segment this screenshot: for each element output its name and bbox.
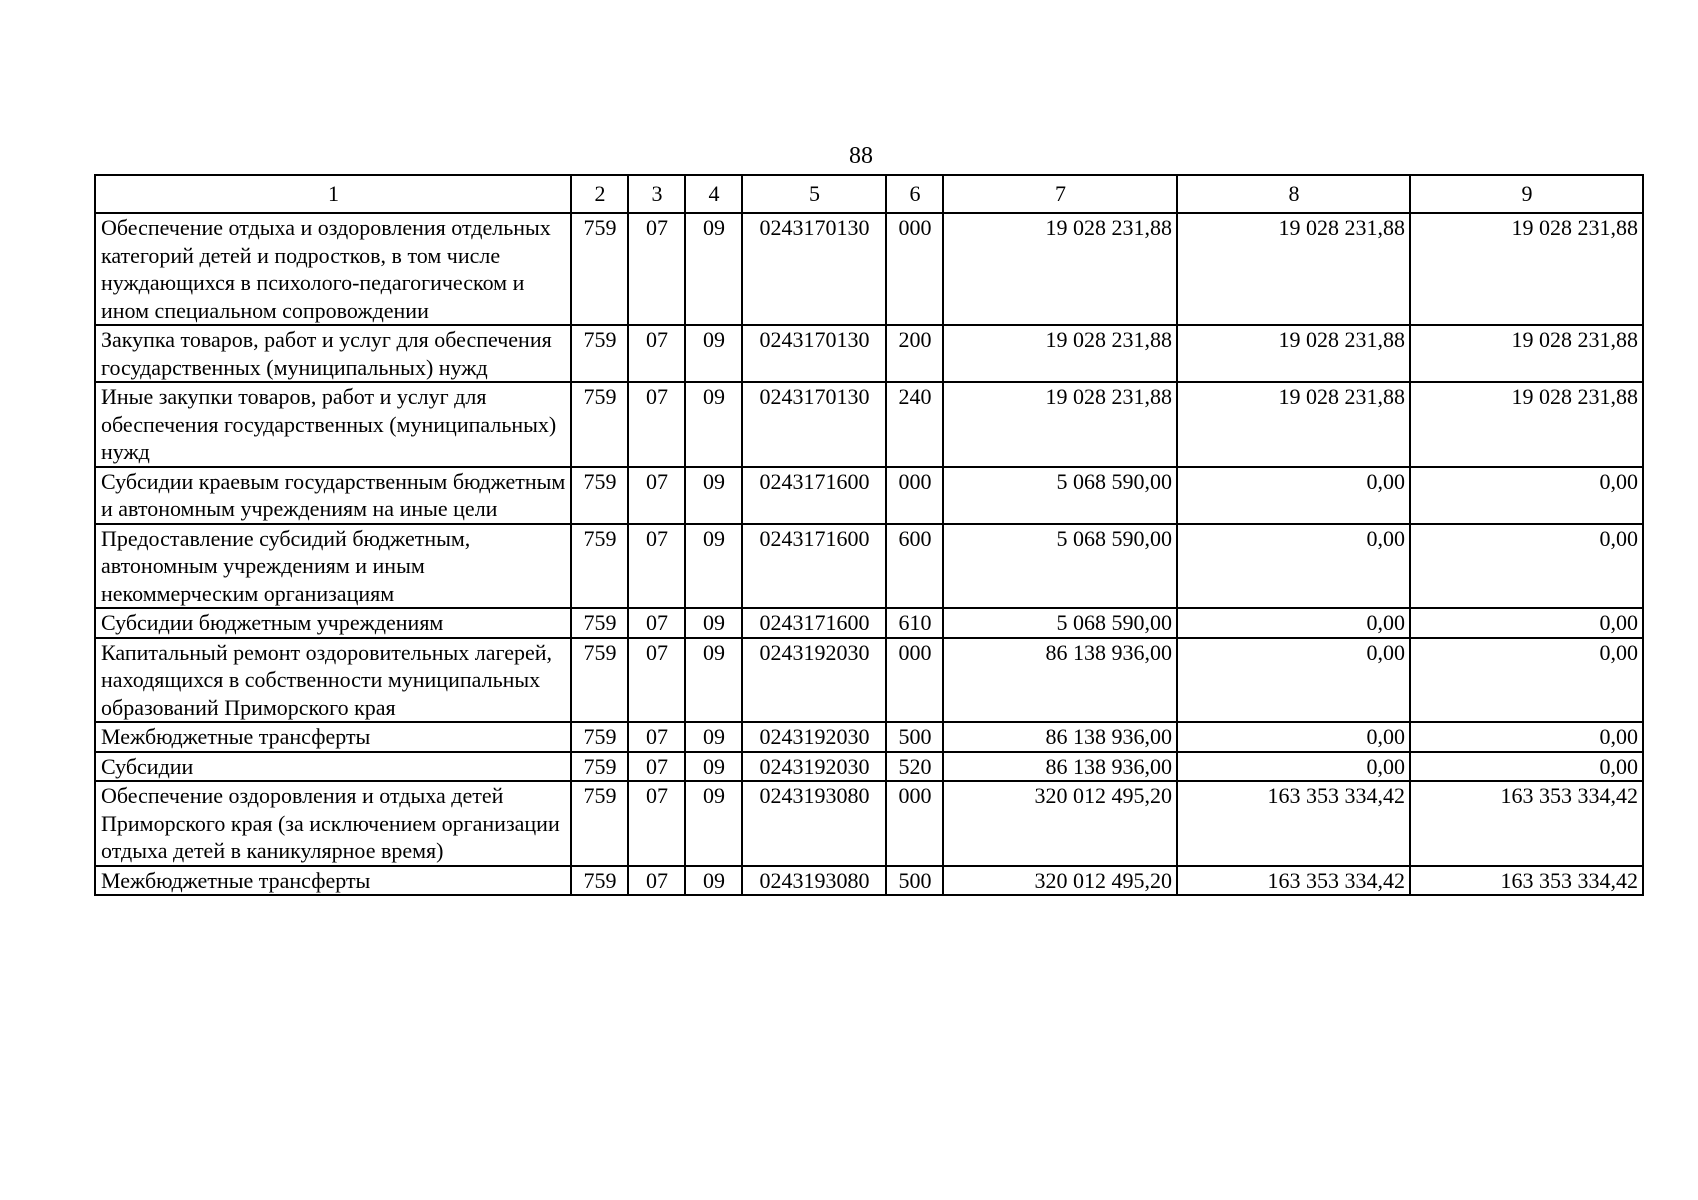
- row-subsection-cell: 09: [685, 638, 742, 723]
- row-section-cell: 07: [628, 752, 685, 782]
- row-amount-col8-cell: 0,00: [1177, 524, 1410, 609]
- row-name-cell: Субсидии бюджетным учреждениям: [95, 608, 571, 638]
- row-amount-col9-cell: 0,00: [1410, 608, 1643, 638]
- budget-table: [94, 174, 1644, 896]
- row-amount-col8-cell: 0,00: [1177, 638, 1410, 723]
- row-amount-col8-cell: 163 353 334,42: [1177, 866, 1410, 896]
- row-admin-code-cell: 759: [571, 608, 628, 638]
- row-admin-code-cell: 759: [571, 325, 628, 382]
- table-row: [95, 722, 1643, 752]
- row-amount-col7-cell: 86 138 936,00: [943, 752, 1177, 782]
- row-expense-type-cell: 500: [886, 722, 943, 752]
- column-header: 7: [943, 175, 1177, 213]
- row-amount-col9-cell: 19 028 231,88: [1410, 325, 1643, 382]
- row-name-cell: Межбюджетные трансферты: [95, 722, 571, 752]
- table-row: [95, 781, 1643, 866]
- row-admin-code-cell: 759: [571, 722, 628, 752]
- row-amount-col7-cell: 5 068 590,00: [943, 467, 1177, 524]
- row-name-cell: Иные закупки товаров, работ и услуг для обеспечения государственных (муниципальных) нужд: [95, 382, 571, 467]
- row-name-cell: Обеспечение отдыха и оздоровления отдельных категорий детей и подростков, в том числе нуждающихся в психолого-педагогическом и ином специальном сопровождении: [95, 213, 571, 325]
- row-section-cell: 07: [628, 866, 685, 896]
- row-amount-col7-cell: 86 138 936,00: [943, 722, 1177, 752]
- row-target-article-cell: 0243171600: [742, 467, 886, 524]
- row-expense-type-cell: 610: [886, 608, 943, 638]
- row-section-cell: 07: [628, 382, 685, 467]
- row-expense-type-cell: 000: [886, 781, 943, 866]
- row-section-cell: 07: [628, 638, 685, 723]
- row-section-cell: 07: [628, 325, 685, 382]
- table-row: [95, 467, 1643, 524]
- row-target-article-cell: 0243170130: [742, 213, 886, 325]
- row-amount-col9-cell: 163 353 334,42: [1410, 866, 1643, 896]
- row-amount-col7-cell: 19 028 231,88: [943, 213, 1177, 325]
- column-header: 5: [742, 175, 886, 213]
- row-amount-col8-cell: 0,00: [1177, 752, 1410, 782]
- row-name-cell: Субсидии краевым государственным бюджетным и автономным учреждениям на иные цели: [95, 467, 571, 524]
- row-expense-type-cell: 000: [886, 467, 943, 524]
- row-amount-col9-cell: 0,00: [1410, 638, 1643, 723]
- row-section-cell: 07: [628, 722, 685, 752]
- table-row: [95, 524, 1643, 609]
- row-section-cell: 07: [628, 524, 685, 609]
- header-row: [95, 175, 1643, 213]
- row-expense-type-cell: 000: [886, 638, 943, 723]
- row-subsection-cell: 09: [685, 866, 742, 896]
- row-expense-type-cell: 520: [886, 752, 943, 782]
- table-body: [95, 213, 1643, 895]
- row-admin-code-cell: 759: [571, 866, 628, 896]
- row-target-article-cell: 0243170130: [742, 382, 886, 467]
- table-row: [95, 382, 1643, 467]
- table-row: [95, 608, 1643, 638]
- row-section-cell: 07: [628, 781, 685, 866]
- row-name-cell: Межбюджетные трансферты: [95, 866, 571, 896]
- row-amount-col8-cell: 19 028 231,88: [1177, 382, 1410, 467]
- row-name-cell: Капитальный ремонт оздоровительных лагерей, находящихся в собственности муниципальных образований Приморского края: [95, 638, 571, 723]
- table-row: [95, 213, 1643, 325]
- row-expense-type-cell: 600: [886, 524, 943, 609]
- row-amount-col8-cell: 163 353 334,42: [1177, 781, 1410, 866]
- row-amount-col9-cell: 0,00: [1410, 467, 1643, 524]
- row-expense-type-cell: 000: [886, 213, 943, 325]
- row-target-article-cell: 0243192030: [742, 722, 886, 752]
- row-amount-col7-cell: 19 028 231,88: [943, 325, 1177, 382]
- row-amount-col7-cell: 320 012 495,20: [943, 866, 1177, 896]
- row-amount-col7-cell: 320 012 495,20: [943, 781, 1177, 866]
- column-header: 3: [628, 175, 685, 213]
- row-amount-col8-cell: 0,00: [1177, 467, 1410, 524]
- row-section-cell: 07: [628, 213, 685, 325]
- row-amount-col8-cell: 19 028 231,88: [1177, 325, 1410, 382]
- table-row: [95, 752, 1643, 782]
- row-subsection-cell: 09: [685, 722, 742, 752]
- column-header: 9: [1410, 175, 1643, 213]
- row-amount-col7-cell: 86 138 936,00: [943, 638, 1177, 723]
- row-target-article-cell: 0243192030: [742, 752, 886, 782]
- row-amount-col8-cell: 0,00: [1177, 608, 1410, 638]
- row-expense-type-cell: 200: [886, 325, 943, 382]
- row-amount-col9-cell: 19 028 231,88: [1410, 213, 1643, 325]
- page-number: 88: [849, 143, 873, 169]
- row-admin-code-cell: 759: [571, 781, 628, 866]
- row-amount-col9-cell: 0,00: [1410, 722, 1643, 752]
- row-amount-col9-cell: 163 353 334,42: [1410, 781, 1643, 866]
- row-subsection-cell: 09: [685, 213, 742, 325]
- row-amount-col7-cell: 5 068 590,00: [943, 524, 1177, 609]
- row-target-article-cell: 0243193080: [742, 781, 886, 866]
- row-section-cell: 07: [628, 467, 685, 524]
- column-header: 6: [886, 175, 943, 213]
- row-name-cell: Закупка товаров, работ и услуг для обеспечения государственных (муниципальных) нужд: [95, 325, 571, 382]
- row-expense-type-cell: 240: [886, 382, 943, 467]
- row-subsection-cell: 09: [685, 608, 742, 638]
- row-subsection-cell: 09: [685, 524, 742, 609]
- table-header: [95, 175, 1643, 213]
- row-expense-type-cell: 500: [886, 866, 943, 896]
- row-target-article-cell: 0243171600: [742, 524, 886, 609]
- column-header: 1: [95, 175, 571, 213]
- row-name-cell: Предоставление субсидий бюджетным, автономным учреждениям и иным некоммерческим организациям: [95, 524, 571, 609]
- row-amount-col8-cell: 19 028 231,88: [1177, 213, 1410, 325]
- row-admin-code-cell: 759: [571, 382, 628, 467]
- row-target-article-cell: 0243170130: [742, 325, 886, 382]
- row-amount-col7-cell: 5 068 590,00: [943, 608, 1177, 638]
- row-admin-code-cell: 759: [571, 467, 628, 524]
- column-header: 8: [1177, 175, 1410, 213]
- row-target-article-cell: 0243192030: [742, 638, 886, 723]
- row-admin-code-cell: 759: [571, 638, 628, 723]
- row-target-article-cell: 0243193080: [742, 866, 886, 896]
- row-admin-code-cell: 759: [571, 752, 628, 782]
- row-target-article-cell: 0243171600: [742, 608, 886, 638]
- row-amount-col9-cell: 0,00: [1410, 524, 1643, 609]
- row-subsection-cell: 09: [685, 752, 742, 782]
- table-row: [95, 325, 1643, 382]
- row-name-cell: Субсидии: [95, 752, 571, 782]
- row-admin-code-cell: 759: [571, 213, 628, 325]
- row-amount-col8-cell: 0,00: [1177, 722, 1410, 752]
- row-subsection-cell: 09: [685, 325, 742, 382]
- row-subsection-cell: 09: [685, 781, 742, 866]
- column-header: 4: [685, 175, 742, 213]
- row-section-cell: 07: [628, 608, 685, 638]
- row-subsection-cell: 09: [685, 382, 742, 467]
- row-amount-col7-cell: 19 028 231,88: [943, 382, 1177, 467]
- row-amount-col9-cell: 19 028 231,88: [1410, 382, 1643, 467]
- table-row: [95, 638, 1643, 723]
- table-row: [95, 866, 1643, 896]
- row-admin-code-cell: 759: [571, 524, 628, 609]
- row-name-cell: Обеспечение оздоровления и отдыха детей Приморского края (за исключением организации отдыха детей в каникулярное время): [95, 781, 571, 866]
- row-amount-col9-cell: 0,00: [1410, 752, 1643, 782]
- column-header: 2: [571, 175, 628, 213]
- row-subsection-cell: 09: [685, 467, 742, 524]
